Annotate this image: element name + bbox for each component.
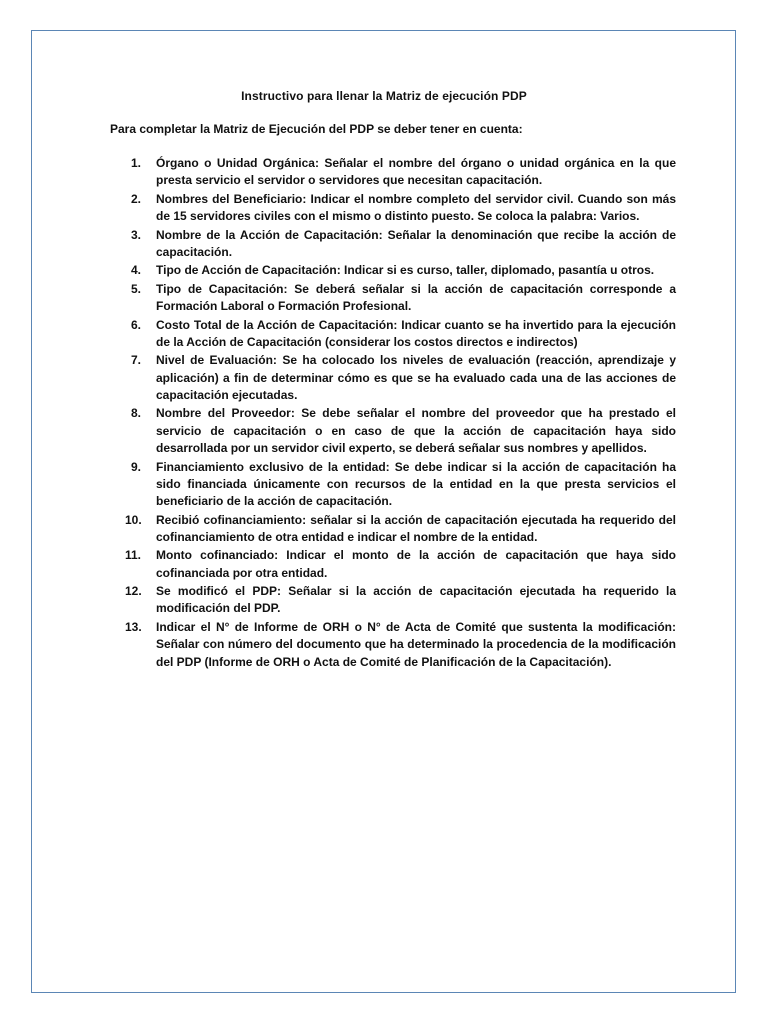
list-item-number: 7. — [131, 353, 142, 368]
list-item — [110, 352, 676, 404]
list-item — [110, 405, 676, 457]
list-item-text: Costo Total de la Acción de Capacitación: Indicar cuanto se ha invertido para la ejecución de la Acción de Capacitación (considerar los costos directos e indirectos) — [156, 317, 676, 349]
list-item-number: 11. — [125, 548, 142, 563]
list-item — [110, 547, 676, 582]
list-item-text: Nivel de Evaluación: Se ha colocado los niveles de evaluación (reacción, aprendizaje y aplicación) a fin de determinar cómo es que se ha evaluado cada una de las acciones de capacitación ejecutadas. — [156, 353, 676, 402]
list-item-text: Monto cofinanciado: Indicar el monto de la acción de capacitación que haya sido cofinanciada por otra entidad. — [156, 548, 676, 580]
list-item-number: 5. — [131, 281, 142, 296]
list-item-number: 13. — [125, 619, 142, 634]
list-item-text: Órgano o Unidad Orgánica: Señalar el nombre del órgano o unidad orgánica en la que presta servicio el servidor o servidores que necesitan capacitación. — [156, 156, 676, 188]
list-item-number: 12. — [125, 584, 142, 599]
list-item-text: Tipo de Acción de Capacitación: Indicar si es curso, taller, diplomado, pasantía u otros. — [156, 263, 655, 278]
list-item — [110, 619, 676, 671]
document-intro: Para completar la Matriz de Ejecución del PDP se deber tener en cuenta: — [110, 122, 523, 136]
list-item-text: Tipo de Capacitación: Se deberá señalar si la acción de capacitación corresponde a Formación Laboral o Formación Profesional. — [156, 281, 676, 314]
list-item — [110, 227, 676, 262]
list-item-text: Nombre de la Acción de Capacitación: Señalar la denominación que recibe la acción de capacitación. — [156, 227, 676, 259]
list-item — [110, 583, 676, 618]
list-item-number: 1. — [131, 156, 142, 170]
list-item — [110, 512, 676, 547]
list-item-text: Nombres del Beneficiario: Indicar el nombre completo del servidor civil. Cuando son más de 15 servidores civiles con el mismo o distinto puesto. Se coloca la palabra: Varios. — [156, 191, 676, 224]
list-item — [110, 191, 676, 226]
list-item-number: 3. — [131, 227, 142, 242]
list-item-number: 8. — [131, 406, 142, 421]
list-item-text: Nombre del Proveedor: Se debe señalar el nombre del proveedor que ha prestado el servicio de capacitación o en caso de que la acción de capacitación haya sido desarrollada por un servidor civil experto, se deberá señalar sus nombres y apellidos. — [156, 406, 676, 456]
list-item-text: Se modificó el PDP: Señalar si la acción de capacitación ejecutada ha requerido la modificación del PDP. — [156, 584, 676, 616]
list-item — [110, 281, 676, 316]
list-item-text: Recibió cofinanciamiento: señalar si la acción de capacitación ejecutada ha requerido del cofinanciamiento de otra entidad e indicar el nombre de la entidad. — [156, 512, 676, 544]
list-item-number: 6. — [131, 317, 142, 332]
instruction-list — [110, 155, 676, 672]
list-item-number: 4. — [131, 263, 142, 278]
list-item-number: 2. — [131, 191, 142, 206]
list-item — [110, 459, 676, 511]
list-item — [110, 262, 676, 279]
list-item-number: 9. — [131, 459, 142, 474]
list-item — [110, 155, 676, 190]
list-item-text: Indicar el N° de Informe de ORH o N° de Acta de Comité que sustenta la modificación: Señalar con número del documento que ha determinado la procedencia de la modificación del PDP (Informe de ORH o Acta de Comité de Planificación de la Capacitación). — [156, 619, 676, 669]
list-item — [110, 317, 676, 352]
list-item-number: 10. — [125, 512, 142, 527]
list-item-text: Financiamiento exclusivo de la entidad: Se debe indicar si la acción de capacitación ha sido financiada únicamente con recursos de la entidad en la que presta servicios el beneficiario de la acción de capacitación. — [156, 459, 676, 509]
document-title: Instructivo para llenar la Matriz de ejecución PDP — [241, 89, 527, 103]
